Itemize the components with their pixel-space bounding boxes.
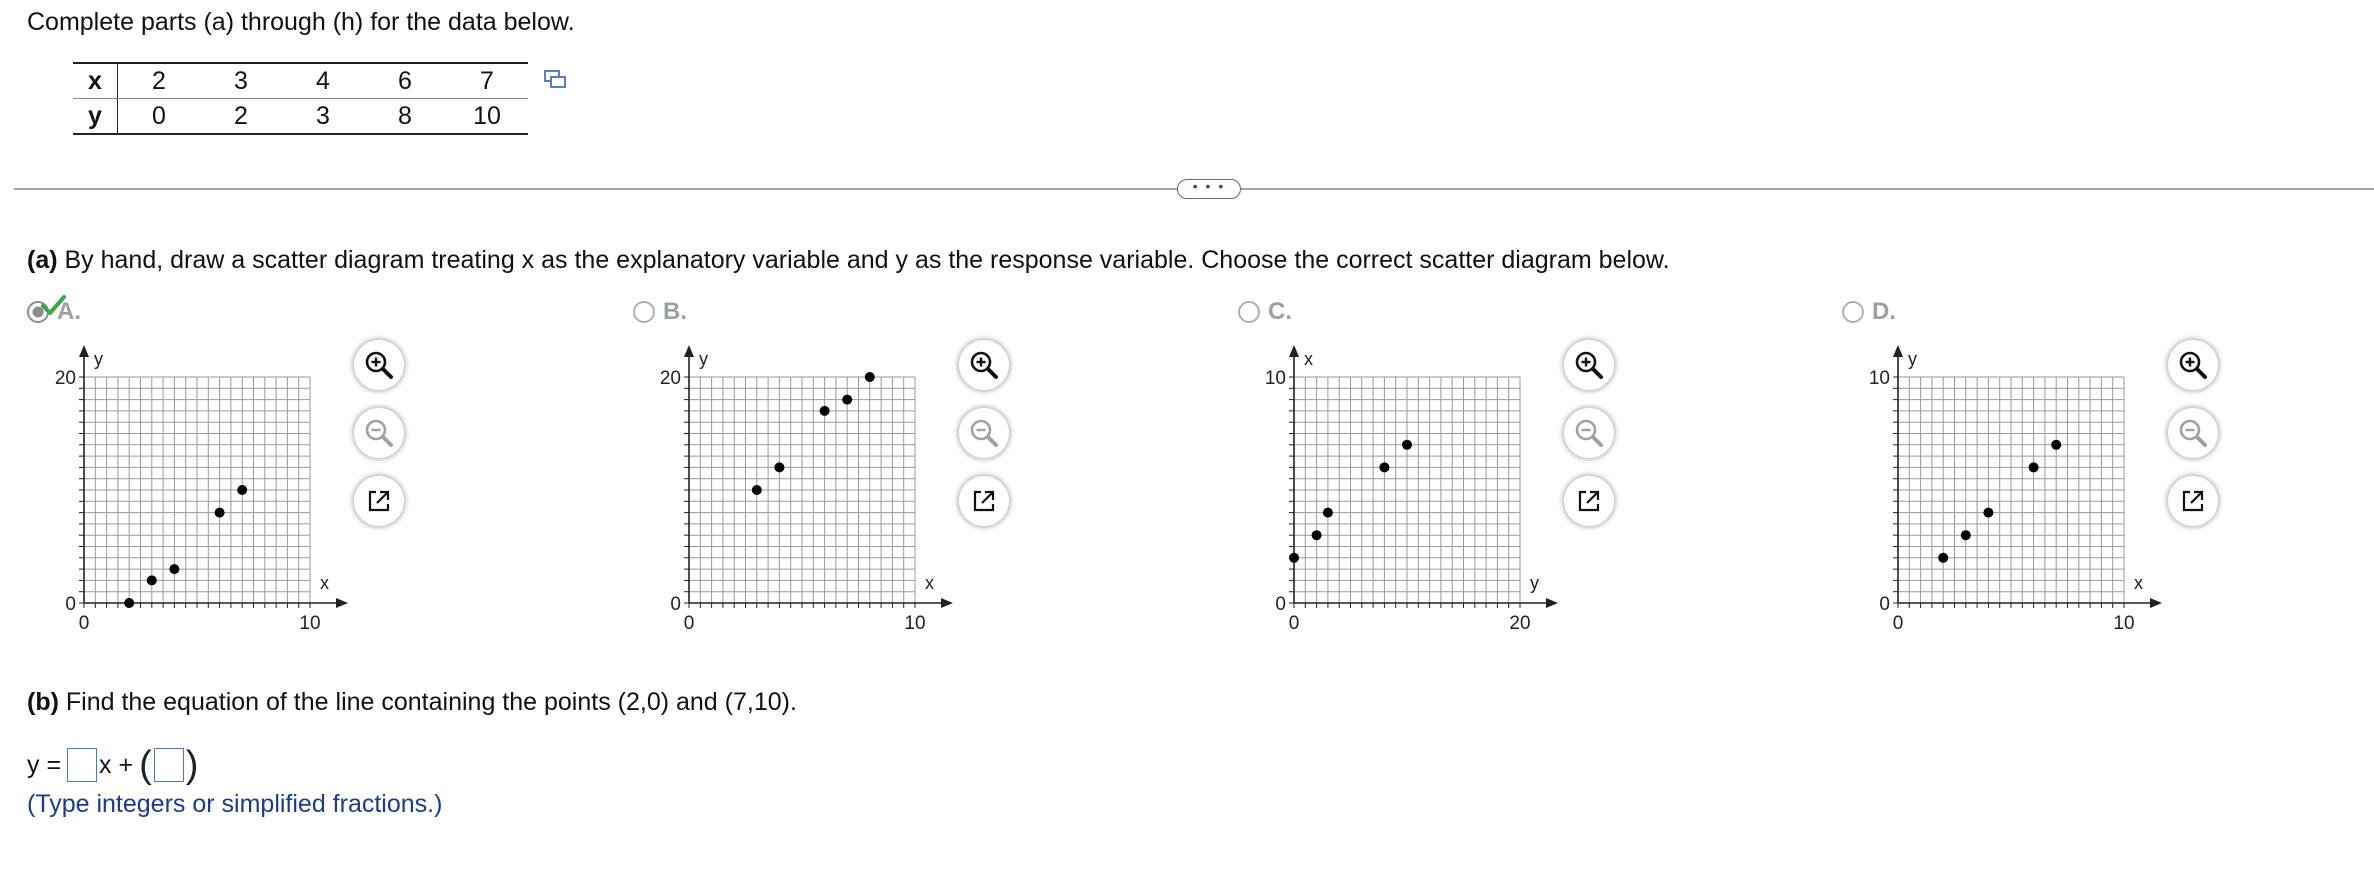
zoom-out-button-a[interactable] <box>354 408 404 458</box>
x-axis-arrow <box>336 598 348 608</box>
option-d[interactable] <box>1842 298 1896 326</box>
table-cell: 3 <box>282 99 364 135</box>
table-cell: 2 <box>200 99 282 135</box>
y-tick-label: 0 <box>1275 594 1286 615</box>
data-point <box>2051 440 2061 450</box>
table-cell: 6 <box>364 63 446 99</box>
data-point <box>1312 530 1322 540</box>
popout-button-d[interactable] <box>2168 476 2218 526</box>
y-axis-label: y <box>1908 349 1917 369</box>
option-c-label: C. <box>1268 298 1292 325</box>
data-point <box>752 485 762 495</box>
zoom-out-icon <box>362 416 396 450</box>
option-c[interactable] <box>1238 298 1292 326</box>
radio-option-d[interactable] <box>1842 301 1864 323</box>
table-header-x: x <box>73 63 118 99</box>
expand-more-button[interactable]: • • • <box>1177 179 1241 199</box>
x-axis-label: x <box>2134 573 2143 593</box>
popout-icon <box>364 486 394 516</box>
data-point <box>147 575 157 585</box>
table-cell: 4 <box>282 63 364 99</box>
x-axis-arrow <box>1546 598 1558 608</box>
close-paren: ) <box>185 744 199 786</box>
radio-option-c[interactable] <box>1238 301 1260 323</box>
y-axis-label: x <box>1304 349 1313 369</box>
zoom-out-button-d[interactable] <box>2168 408 2218 458</box>
part-a-text: By hand, draw a scatter diagram treating x as the explanatory variable and y as the response variable. Choose the correct scatter diagram below. <box>57 246 1670 274</box>
popout-button-b[interactable] <box>959 476 1009 526</box>
y-tick-label: 0 <box>65 594 76 615</box>
option-b[interactable] <box>633 298 687 326</box>
table-cell: 7 <box>446 63 528 99</box>
open-paren: ( <box>139 744 152 786</box>
popout-button-a[interactable] <box>354 476 404 526</box>
x-tick-label: 0 <box>683 613 695 634</box>
part-b-question <box>27 688 797 717</box>
y-axis-label: y <box>699 349 708 369</box>
answer-format-hint: (Type integers or simplified fractions.) <box>27 790 443 818</box>
x-axis-label: x <box>320 573 329 593</box>
data-point <box>1402 440 1412 450</box>
zoom-out-icon <box>1572 416 1606 450</box>
scatter-plot-c <box>1250 345 1570 645</box>
y-axis-arrow <box>1289 345 1299 357</box>
scatter-plot-a <box>40 345 360 645</box>
table-header-y: y <box>73 99 118 135</box>
part-a-label: (a) <box>27 246 58 274</box>
zoom-out-button-c[interactable] <box>1564 408 1614 458</box>
y-tick-label: 20 <box>54 368 76 389</box>
table-cell: 10 <box>446 99 528 135</box>
popout-icon <box>969 486 999 516</box>
x-axis-label: y <box>1530 573 1539 593</box>
y-tick-label: 0 <box>1879 594 1890 615</box>
x-tick-label: 0 <box>78 613 90 634</box>
x-axis-arrow <box>941 598 953 608</box>
x-tick-label: 10 <box>904 613 926 634</box>
data-point <box>1379 462 1389 472</box>
table-cell: 0 <box>118 99 201 135</box>
zoom-in-button-a[interactable] <box>354 340 404 390</box>
scatter-plot-d <box>1854 345 2174 645</box>
x-axis-label: x <box>925 573 934 593</box>
instructions-text: Complete parts (a) through (h) for the data below. <box>27 8 575 36</box>
table-cell: 3 <box>200 63 282 99</box>
popout-icon <box>2178 486 2208 516</box>
option-a-label: A. <box>57 298 81 325</box>
data-point <box>1938 553 1948 563</box>
data-point <box>865 372 875 382</box>
x-tick-label: 0 <box>1892 613 1904 634</box>
slope-input[interactable] <box>67 748 97 782</box>
zoom-out-button-b[interactable] <box>959 408 1009 458</box>
data-point <box>1961 530 1971 540</box>
popout-icon <box>1574 486 1604 516</box>
zoom-out-icon <box>2176 416 2210 450</box>
table-row-x <box>73 63 528 99</box>
data-point <box>774 462 784 472</box>
data-point <box>237 485 247 495</box>
equation-row <box>27 744 199 786</box>
zoom-in-icon <box>967 348 1001 382</box>
y-tick-label: 10 <box>1868 368 1890 389</box>
data-point <box>820 406 830 416</box>
y-tick-label: 0 <box>670 594 681 615</box>
x-tick-label: 10 <box>2113 613 2135 634</box>
part-b-text: Find the equation of the line containing the points (2,0) and (7,10). <box>58 688 797 716</box>
data-point <box>842 395 852 405</box>
data-point <box>1289 553 1299 563</box>
y-tick-label: 10 <box>1264 368 1286 389</box>
table-row-y <box>73 99 528 135</box>
data-point <box>1983 508 1993 518</box>
zoom-out-icon <box>967 416 1001 450</box>
zoom-in-icon <box>2176 348 2210 382</box>
part-b-label: (b) <box>27 688 59 716</box>
y-axis-arrow <box>1893 345 1903 357</box>
table-cell: 2 <box>118 63 201 99</box>
scatter-plot-b <box>645 345 965 645</box>
x-axis-arrow <box>2150 598 2162 608</box>
part-a-question <box>27 246 1670 275</box>
radio-option-b[interactable] <box>633 301 655 323</box>
zoom-in-button-b[interactable] <box>959 340 1009 390</box>
data-point <box>124 598 134 608</box>
equation-lhs: y = <box>27 750 62 779</box>
data-point <box>2029 462 2039 472</box>
zoom-in-button-c[interactable] <box>1564 340 1614 390</box>
x-tick-label: 10 <box>299 613 321 634</box>
copy-table-icon[interactable] <box>544 70 566 90</box>
y-axis-arrow <box>684 345 694 357</box>
x-tick-label: 20 <box>1509 613 1531 634</box>
option-b-label: B. <box>663 298 687 325</box>
data-table <box>73 62 528 135</box>
option-d-label: D. <box>1872 298 1896 325</box>
data-point <box>215 508 225 518</box>
zoom-in-button-d[interactable] <box>2168 340 2218 390</box>
y-axis-arrow <box>79 345 89 357</box>
data-point <box>1323 508 1333 518</box>
equation-mid: x + <box>99 750 134 779</box>
y-tick-label: 20 <box>659 368 681 389</box>
table-cell: 8 <box>364 99 446 135</box>
data-point <box>169 564 179 574</box>
popout-button-c[interactable] <box>1564 476 1614 526</box>
zoom-in-icon <box>362 348 396 382</box>
zoom-in-icon <box>1572 348 1606 382</box>
checkmark-icon <box>40 294 66 316</box>
intercept-input[interactable] <box>154 748 184 782</box>
y-axis-label: y <box>94 349 103 369</box>
x-tick-label: 0 <box>1288 613 1300 634</box>
